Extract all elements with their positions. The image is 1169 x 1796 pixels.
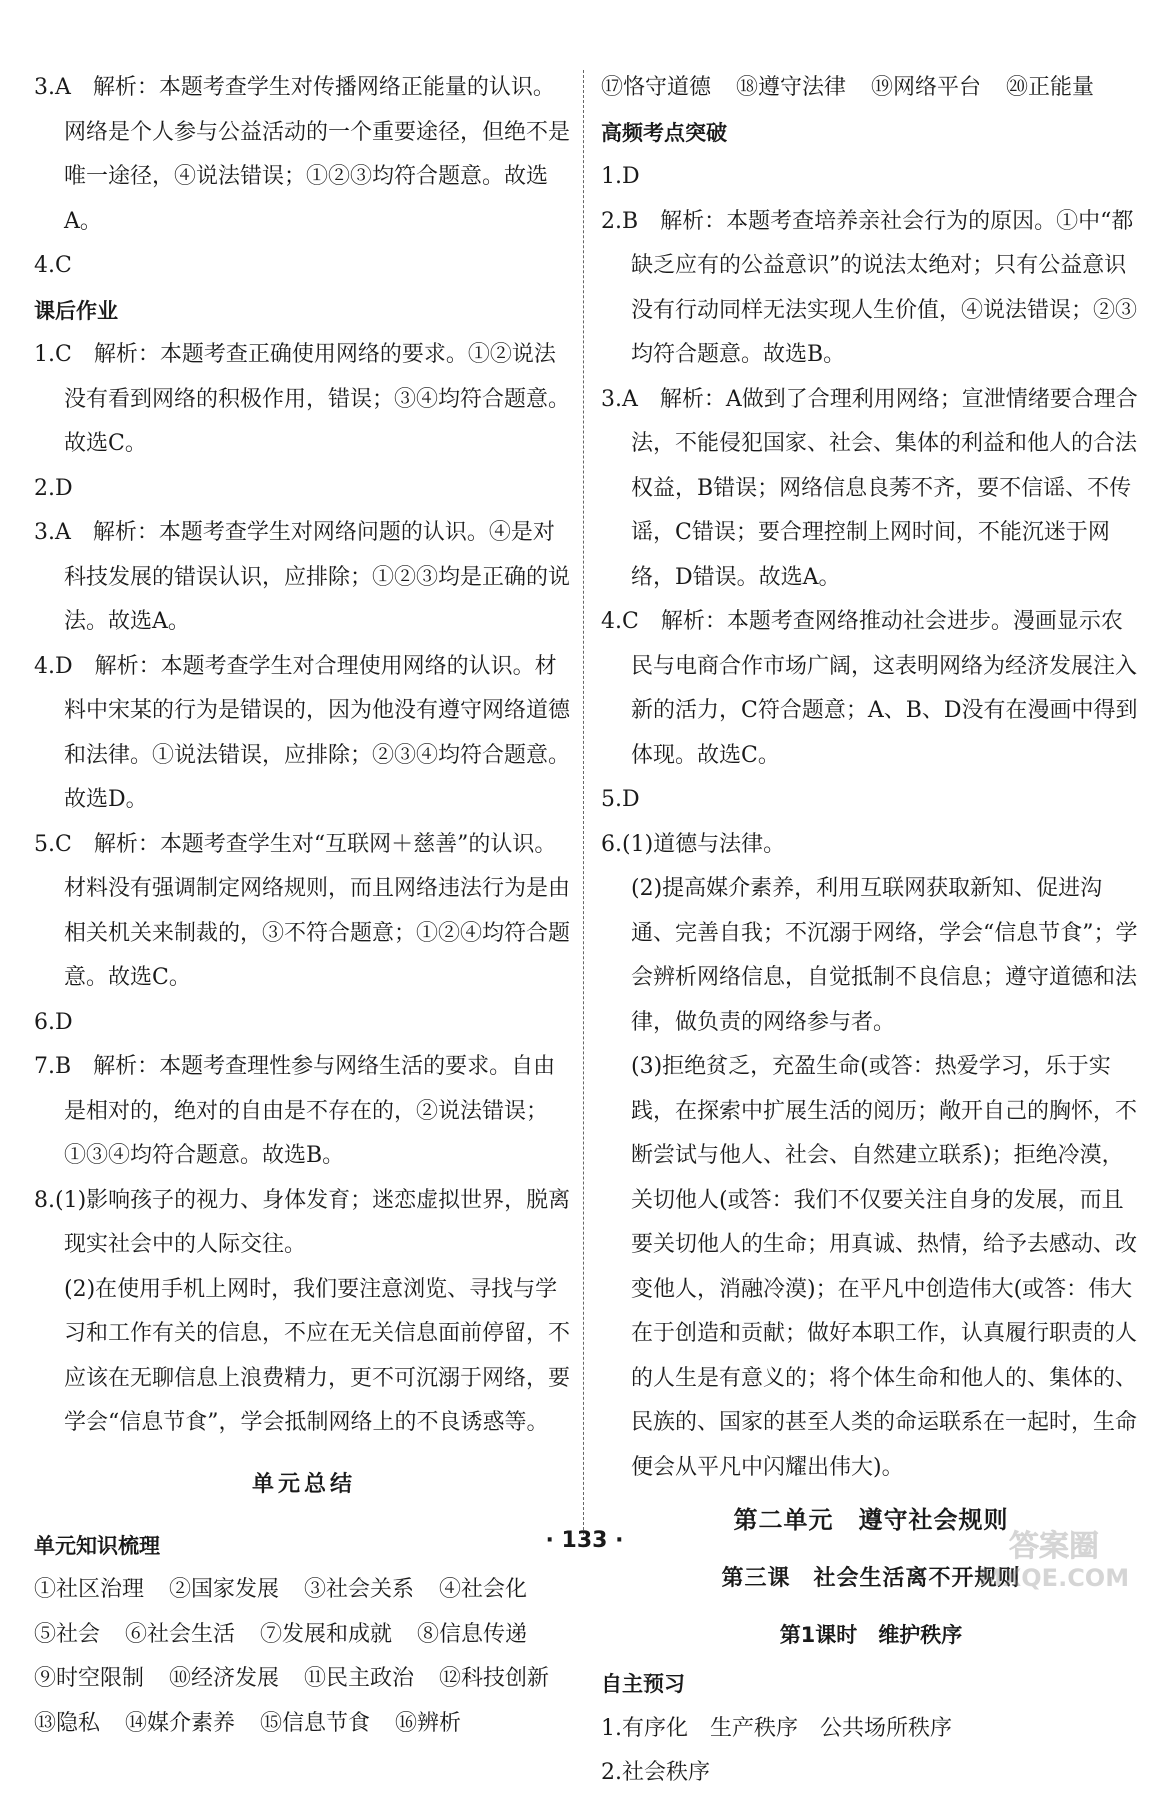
breakthrough-answer-2: 2.B 解析：本题考查培养亲社会行为的原因。①中“都缺乏应有的公益意识”的说法太绝对；只有公益意识没有行动同样无法实现人生价值，④说法错误；②③均符合题意。故选B。: [601, 208, 1138, 367]
keyword: ⑮信息节食: [260, 1710, 371, 1736]
watermark-logo-text: 答案圈: [1009, 1529, 1099, 1564]
keyword: ②国家发展: [169, 1577, 280, 1602]
keyword: ⑰恪守道德: [601, 75, 712, 100]
keyword: ④社会化: [439, 1577, 528, 1602]
keyword: ⑨时空限制: [34, 1666, 145, 1691]
keyword: ⑯辨析: [395, 1710, 462, 1736]
section-heading-preview: 自主预习: [601, 1672, 685, 1696]
lesson-title: 第三课 社会生活离不开规则: [721, 1566, 1021, 1591]
homework-answer-5: 5.C 解析：本题考查学生对“互联网＋慈善”的认识。材料没有强调制定网络规则，而且网络违法行为是由相关机关来制裁的，③不符合题意；①②④均符合题意。故选C。: [34, 831, 571, 990]
keyword-row: [601, 66, 1141, 111]
keyword: ⑪民主政治: [304, 1666, 415, 1691]
breakthrough-answer-6-part3: (3)拒绝贫乏，充盈生命(或答：热爱学习，乐于实践，在探索中扩展生活的阅历；敞开自己的胸怀，不断尝试与他人、社会、自然建立联系)；拒绝冷漠，关切他人(或答：我们不仅要关注自身的发展，而且要关切他人的生命；用真诚、热情，给予去感动、改变他人，消融冷漠)；在平凡中创造伟大(或答：伟大在于创造和贡献；做好本职工作，认真履行职责的人的人生是有意义的；将个体生命和他人的、集体的、民族的、国家的甚至人类的命运联系在一起时，生命便会从平凡中闪耀出伟大)。: [631, 1054, 1138, 1480]
preview-answer-2: 2.社会秩序: [601, 1760, 710, 1785]
breakthrough-answer-3: 3.A 解析：A做到了合理利用网络；宣泄情绪要合理合法，不能侵犯国家、社会、集体的利益和他人的合法权益，B错误；网络信息良莠不齐，要不信谣、不传谣，C错误；要合理控制上网时间，不能沉迷于网络，D错误。故选A。: [601, 386, 1138, 590]
keyword: ⑦发展和成就: [260, 1621, 393, 1647]
homework-answer-7: 7.B 解析：本题考查理性参与网络生活的要求。自由是相对的，绝对的自由是不存在的，②说法错误；①③④均符合题意。故选B。: [34, 1054, 556, 1168]
section-heading-homework: 课后作业: [34, 298, 118, 323]
page-number: · 133 ·: [545, 1528, 624, 1553]
period-title: 第1课时 维护秩序: [779, 1623, 963, 1647]
keyword: ⑥社会生活: [125, 1621, 236, 1647]
breakthrough-answer-6-part1: 6.(1)道德与法律。: [601, 831, 786, 857]
keyword: ⑬隐私: [34, 1710, 101, 1736]
preview-answer-1: 1.有序化 生产秩序 公共场所秩序: [601, 1715, 952, 1741]
watermark-logo: [959, 1522, 1149, 1592]
keyword: ⑱遵守法律: [736, 75, 847, 100]
homework-answer-8-part2: (2)在使用手机上网时，我们要注意浏览、寻找与学习和工作有关的信息，不应在无关信息面前停留，不应该在无聊信息上浪费精力，更不可沉溺于网络，要学会“信息节食”，学会抵制网络上的不良诱惑等。: [64, 1276, 571, 1435]
section-heading-knowledge: 单元知识梳理: [34, 1533, 160, 1558]
left-column: [34, 66, 574, 1746]
breakthrough-answer-5: 5.D: [601, 787, 640, 812]
homework-answer-1: 1.C 解析：本题考查正确使用网络的要求。①②说法没有看到网络的积极作用，错误；③④均符合题意。故选C。: [34, 342, 571, 456]
unit-summary-title: 单元总结: [251, 1471, 356, 1497]
keyword: ⑧信息传递: [417, 1621, 528, 1647]
homework-answer-3: 3.A 解析：本题考查学生对网络问题的认识。④是对科技发展的错误认识，应排除；①②③均是正确的说法。故选A。: [34, 520, 571, 634]
keyword: ①社区治理: [34, 1577, 145, 1602]
keyword: ⑭媒介素养: [125, 1710, 236, 1736]
keyword: ③社会关系: [304, 1577, 415, 1602]
answer-4c: 4.C: [34, 253, 72, 278]
keyword: ⑳正能量: [1006, 75, 1095, 100]
keyword: ⑤社会: [34, 1621, 101, 1647]
homework-answer-6: 6.D: [34, 1009, 73, 1035]
breakthrough-answer-4: 4.C 解析：本题考查网络推动社会进步。漫画显示农民与电商合作市场广阔，这表明网络为经济发展注入新的活力，C符合题意；A、B、D没有在漫画中得到体现。故选C。: [601, 609, 1138, 768]
unit-title: 第二单元 遵守社会规则: [733, 1506, 1009, 1534]
section-heading-high-frequency: 高频考点突破: [601, 120, 727, 145]
homework-answer-2: 2.D: [34, 475, 73, 501]
watermark-logo-url: MXQE.COM: [978, 1564, 1130, 1592]
breakthrough-answer-1: 1.D: [601, 164, 640, 189]
keyword-row: [34, 1613, 574, 1658]
homework-answer-4: 4.D 解析：本题考查学生对合理使用网络的认识。材料中宋某的行为是错误的，因为他没有遵守网络道德和法律。①说法错误，应排除；②③④均符合题意。故选D。: [34, 653, 571, 812]
column-divider: [583, 70, 584, 1540]
homework-answer-8-part1: 8.(1)影响孩子的视力、身体发育；迷恋虚拟世界，脱离现实社会中的人际交往。: [34, 1187, 571, 1257]
keyword-row: [34, 1657, 574, 1702]
keyword: ⑫科技创新: [439, 1666, 550, 1691]
answer-3a: 3.A 解析：本题考查学生对传播网络正能量的认识。网络是个人参与公益活动的一个重要途径，但绝不是唯一途径，④说法错误；①②③均符合题意。故选A。: [34, 75, 571, 234]
keyword-row: [34, 1568, 574, 1613]
breakthrough-answer-6-part2: (2)提高媒介素养，利用互联网获取新知、促进沟通、完善自我；不沉溺于网络，学会“信息节食”；学会辨析网络信息，自觉抵制不良信息；遵守道德和法律，做负责的网络参与者。: [631, 876, 1138, 1035]
keyword: ⑲网络平台: [871, 75, 982, 100]
keyword: ⑩经济发展: [169, 1666, 280, 1691]
keyword-row: [34, 1702, 574, 1747]
